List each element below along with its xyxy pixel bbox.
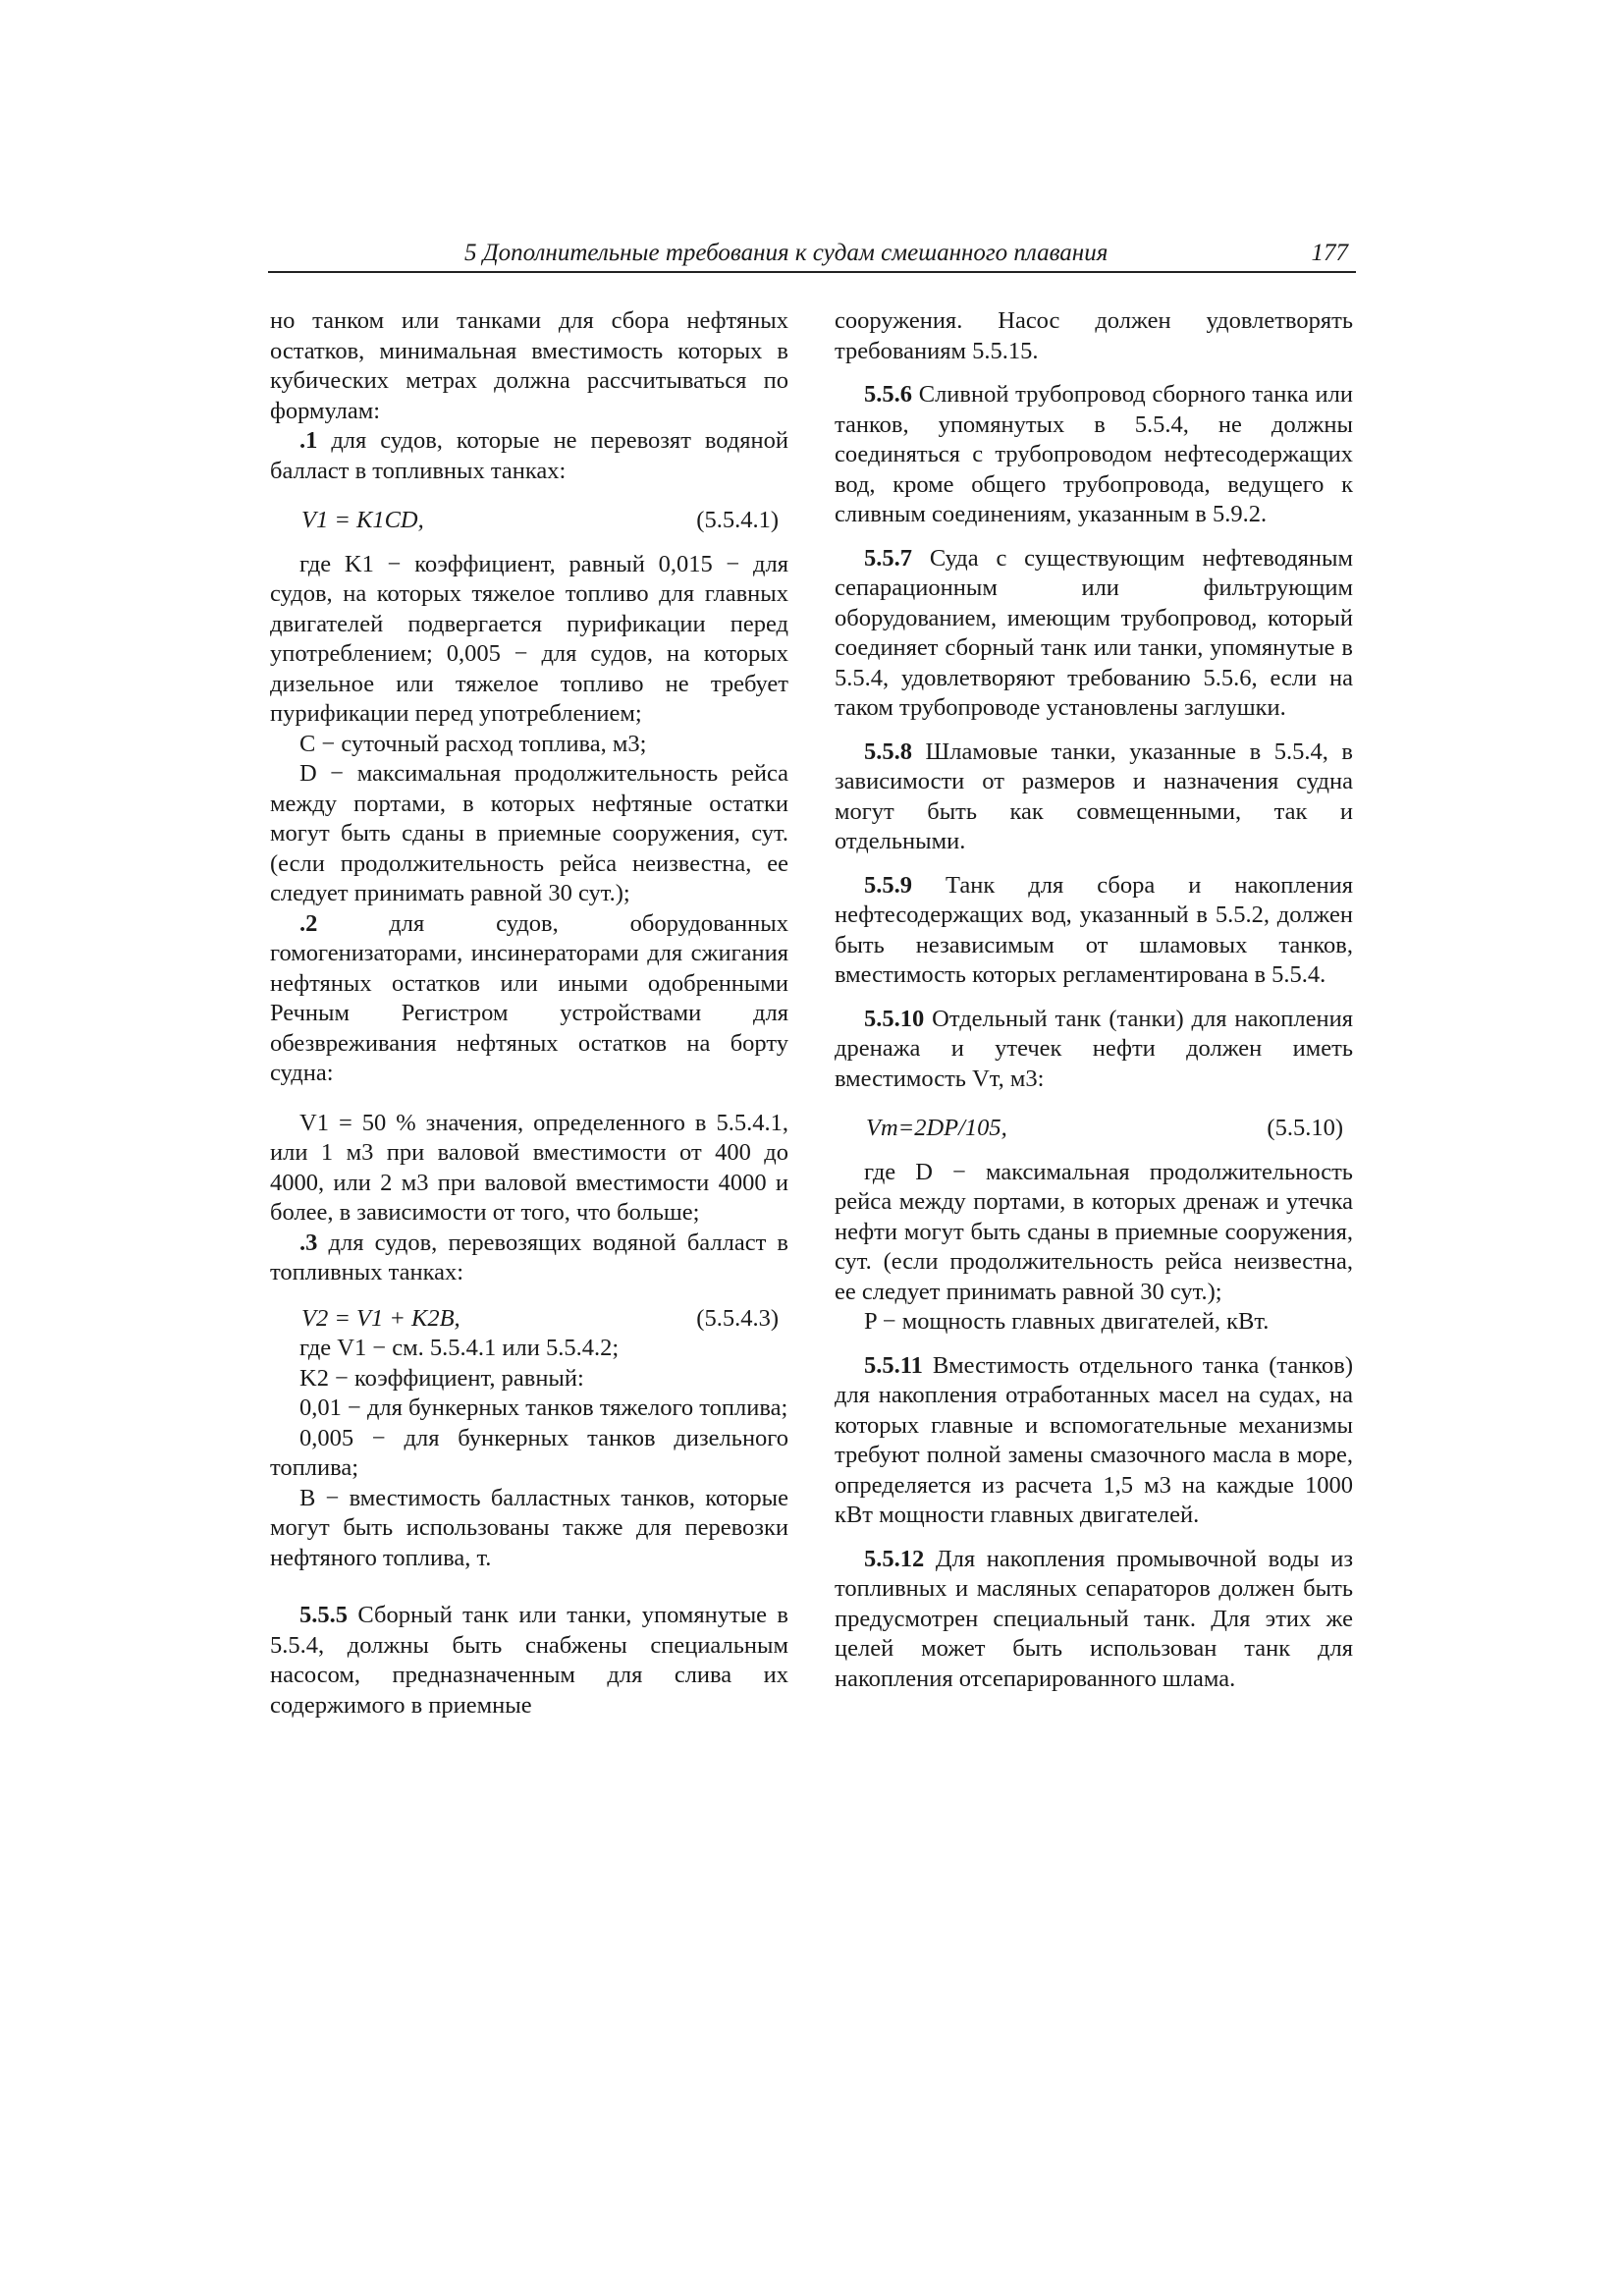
header-title: 5 Дополнительные требования к судам смешанного плавания [464,240,1109,266]
formula-number: (5.5.4.3) [696,1304,779,1332]
definition: где K1 − коэффициент, равный 0,015 − для судов, на которых тяжелое топливо для главных двигателей подвергается пурификации перед употреблением; 0,005 − для судов, на которых дизельное или тяжелое топливо не требует пурификации перед употреблением; [270,550,788,727]
section-text: Шламовые танки, указанные в 5.5.4, в зависимости от размеров и назначения судна могут быть как совмещенными, так и отдельными. [835,738,1353,854]
section-text: Для накопления промывочной воды из топливных и масляных сепараторов должен быть предусмотрен специальный танк. Для этих же целей может быть использован танк для накопления отсепарированного шлама. [835,1545,1353,1692]
running-header [268,236,1356,273]
definition: где V1 − см. 5.5.4.1 или 5.5.4.2; [299,1335,620,1361]
formula-number: (5.5.10) [1267,1115,1343,1141]
formula-expression: Vт=2DP/105, [866,1115,1007,1141]
section-text: Сборный танк или танки, упомянутые в 5.5.4, должны быть снабжены специальным насосом, предназначенным для слива их содержимого в приемные [270,1602,788,1719]
definition: 0,01 − для бункерных танков тяжелого топлива; [299,1394,788,1421]
section-text: Вместимость отдельного танка (танков) для накопления отработанных масел на судах, на которых главные и вспомогательные механизмы требуют полной замены смазочного масла в море, определяется из расчета 1,5 м3 на каждые 1000 кВт мощности главных двигателей. [835,1351,1353,1528]
section-paragraph [835,871,1353,991]
item-text: для судов, которые не перевозят водяной балласт в топливных танках: [270,427,788,484]
definition: D − максимальная продолжительность рейса между портами, в которых нефтяные остатки могут быть сданы в приемные сооружения, сут. (если продолжительность рейса неизвестна, ее следует принимать равной 30 сут.); [270,760,788,906]
page-number: 177 [1311,240,1348,266]
list-item [270,909,788,1089]
right-column [835,306,1353,1694]
item-number: .1 [299,427,318,454]
section-paragraph [835,544,1353,724]
section-paragraph [270,1601,788,1721]
section-number: 5.5.10 [864,1005,925,1032]
formula-number: (5.5.4.1) [696,507,779,533]
section-number: 5.5.12 [864,1545,925,1572]
section-text: Отдельный танк (танки) для накопления дренажа и утечек нефти должен иметь вместимость Vт, м3: [835,1005,1353,1092]
list-item [270,426,788,486]
section-paragraph [835,380,1353,530]
item-text: для судов, перевозящих водяной балласт в топливных танках: [270,1229,788,1285]
formula [835,1114,1353,1144]
section-paragraph [835,738,1353,857]
section-number: 5.5.8 [864,738,912,765]
paragraph: но танком или танками для сбора нефтяных остатков, минимальная вместимость которых в кубических метрах должна рассчитываться по формулам: [270,307,788,424]
definition: P − мощность главных двигателей, кВт. [864,1308,1270,1335]
section-text: Сливной трубопровод сборного танка или танков, упомянутых в 5.5.4, не должны соединяться с трубопроводом нефтесодержащих вод, кроме общего трубопровода, ведущего к сливным соединениям, указанным в 5.9.2. [835,381,1353,527]
definition: K2 − коэффициент, равный: [299,1364,584,1392]
definition: 0,005 − для бункерных танков дизельного топлива; [270,1424,788,1481]
formula [270,506,788,536]
section-number: 5.5.11 [864,1351,923,1379]
paragraph: сооружения. Насос должен удовлетворять требованиям 5.5.15. [835,307,1353,364]
section-number: 5.5.5 [299,1602,348,1628]
left-column [270,306,788,1721]
item-text: для судов, оборудованных гомогенизаторами, инсинераторами для сжигания нефтяных остатков или иными одобренными Речным Регистром устройствами для обезвреживания нефтяных остатков на борту судна: [270,909,788,1086]
section-number: 5.5.9 [864,871,912,899]
definition: B − вместимость балластных танков, которые могут быть использованы также для перевозки нефтяного топлива, т. [270,1484,788,1571]
section-paragraph [835,1545,1353,1695]
formula-expression: V1 = K1CD, [301,507,424,533]
item-number: .3 [299,1229,318,1256]
section-number: 5.5.6 [864,381,912,408]
section-paragraph [835,1351,1353,1531]
formula [270,1304,788,1335]
definition: C − суточный расход топлива, м3; [299,730,647,757]
section-paragraph [835,1005,1353,1095]
section-text: Суда с существующим нефтеводяным сепарационным или фильтрующим оборудованием, имеющим трубопровод, который соединяет сборный танк или танки, упомянутые в 5.5.4, удовлетворяют требованию 5.5.6, если на таком трубопроводе установлены заглушки. [835,544,1353,721]
formula-expression: V2 = V1 + K2B, [301,1304,460,1332]
list-item [270,1229,788,1288]
definition: где D − максимальная продолжительность рейса между портами, в которых дренаж и утечка нефти могут быть сданы в приемные сооружения, сут. (если продолжительность рейса неизвестна, ее следует принимать равной 30 сут.); [835,1158,1353,1305]
definition: V1 = 50 % значения, определенного в 5.5.4.1, или 1 м3 при валовой вместимости от 400 до 4000, или 2 м3 при валовой вместимости 4000 и более, в зависимости от того, что больше; [270,1109,788,1226]
section-number: 5.5.7 [864,544,912,572]
item-number: .2 [299,909,318,937]
section-text: Танк для сбора и накопления нефтесодержащих вод, указанный в 5.5.2, должен быть независимым от шламовых танков, вместимость которых регламентирована в 5.5.4. [835,871,1353,988]
